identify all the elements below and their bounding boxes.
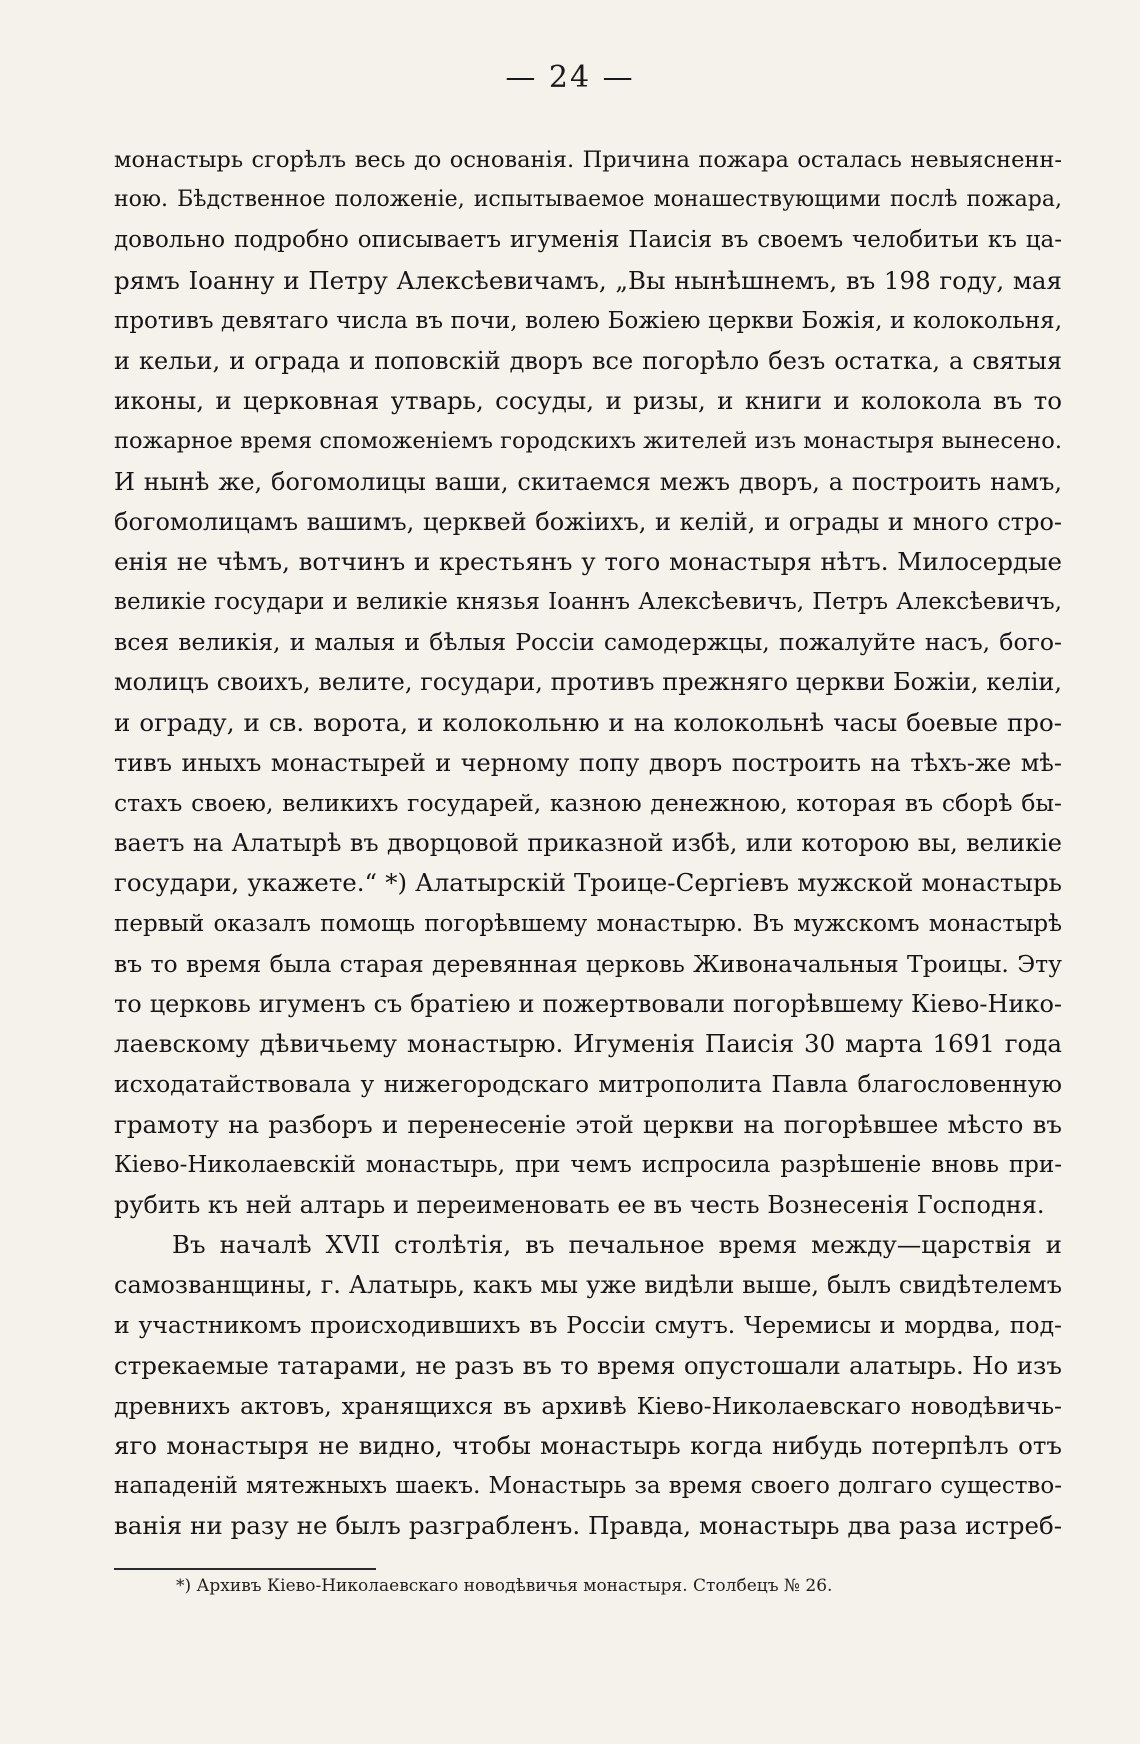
text-line: рямъ Іоанну и Петру Алексѣевичамъ, „Вы нынѣшнемъ, въ 198 году, мая [114, 265, 1062, 295]
text-line: довольно подробно описываетъ игуменія Паисія въ своемъ челобитьи къ ца- [114, 227, 1062, 254]
text-line: ваетъ на Алатырѣ въ дворцовой приказной избѣ, или которою вы, великіе [114, 829, 1062, 858]
text-line: великіе государи и великіе князья Іоаннъ Алексѣевичъ, Петръ Алексѣевичъ, [114, 589, 1062, 616]
text-line: въ то время была старая деревянная церковь Живоначальныя Троицы. Эту [114, 949, 1062, 978]
text-line: яго монастыря не видно, чтобы монастырь когда нибудь потерпѣлъ отъ [114, 1431, 1062, 1460]
text-line: исходатайствовала у нижегородскаго митрополита Павла благословенную [114, 1070, 1062, 1099]
text-line: первый оказалъ помощь погорѣвшему монастырю. Въ мужскомъ монастырѣ [114, 910, 1062, 937]
text-line: противъ девятаго числа въ почи, волею Божіею церкви Божія, и колокольня, [114, 307, 1062, 334]
text-line: богомолицамъ вашимъ, церквей божіихъ, и келій, и ограды и много стро- [114, 507, 1062, 536]
text-line: то церковь игуменъ съ братіею и пожертвовали погорѣвшему Кіево-Нико- [114, 989, 1062, 1018]
footnote: *) Архивъ Кіево-Николаевскаго новодѣвичья монастыря. Столбецъ № 26. [176, 1576, 833, 1596]
page-body-text [114, 140, 1062, 1547]
text-line: и ограду, и св. ворота, и колокольню и на колокольнѣ часы боевые про- [114, 707, 1062, 737]
text-line: молицъ своихъ, велите, государи, противъ прежняго церкви Божіи, келіи, [114, 668, 1062, 697]
text-line: и участникомъ происходившихъ въ Россіи смутъ. Черемисы и мордва, под- [114, 1311, 1062, 1340]
page-number: — 24 — [505, 60, 635, 95]
text-line: самозванщины, г. Алатырь, какъ мы уже видѣли выше, былъ свидѣтелемъ [114, 1271, 1062, 1300]
text-line: лаевскому дѣвичьему монастырю. Игуменія Паисія 30 марта 1691 года [114, 1029, 1062, 1059]
paragraph [114, 140, 1062, 1225]
text-line: тивъ иныхъ монастырей и черному попу дворъ построить на тѣхъ-же мѣ- [114, 748, 1062, 777]
text-line: всея великія, и малыя и бѣлыя Россіи самодержцы, пожалуйте насъ, бого- [114, 628, 1062, 657]
footnote-divider [114, 1568, 376, 1570]
text-line: иконы, и церковная утварь, сосуды, и ризы, и книги и колокола въ то [114, 386, 1062, 416]
text-line: пожарное время споможеніемъ городскихъ жителей изъ монастыря вынесено. [114, 428, 1062, 455]
text-line: ванія ни разу не былъ разграбленъ. Правда, монастырь два раза истреб- [114, 1511, 1062, 1541]
text-line: Въ началѣ XVII столѣтія, въ печальное время между—царствія и [172, 1230, 1062, 1260]
text-line: ною. Бѣдственное положеніе, испытываемое монашествующими послѣ пожара, [114, 187, 1062, 213]
paragraph [114, 1225, 1062, 1547]
text-line: древнихъ актовъ, хранящихся въ архивѣ Кіево-Николаевскаго новодѣвичь- [114, 1391, 1062, 1420]
text-line: и кельи, и ограда и поповскій дворъ все погорѣло безъ остатка, а святыя [114, 346, 1062, 375]
text-line: грамоту на разборъ и перенесеніе этой церкви на погорѣвшее мѣсто въ [114, 1109, 1062, 1139]
text-line: И нынѣ же, богомолицы ваши, скитаемся межъ дворъ, а построить намъ, [114, 467, 1062, 496]
text-line: нападеній мятежныхъ шаекъ. Монастырь за время своего долгаго существо- [114, 1473, 1062, 1500]
text-line: государи, укажете.“ *) Алатырскій Троице-Сергіевъ мужской монастырь [114, 868, 1062, 898]
text-line: Кіево-Николаевскій монастырь, при чемъ испросила разрѣшеніе вновь при- [114, 1151, 1062, 1178]
text-line: рубить къ ней алтарь и переименовать ее въ честь Вознесенія Господня. [114, 1190, 1045, 1219]
text-line: стахъ своею, великихъ государей, казною денежною, которая въ сборѣ бы- [114, 789, 1062, 817]
text-line: монастырь сгорѣлъ весь до основанія. Причина пожара осталась невыясненн- [114, 147, 1062, 173]
text-line: стрекаемые татарами, не разъ въ то время опустошали алатырь. Но изъ [114, 1350, 1062, 1380]
text-line: енія не чѣмъ, вотчинъ и крестьянъ у того монастыря нѣтъ. Милосердые [114, 546, 1062, 576]
